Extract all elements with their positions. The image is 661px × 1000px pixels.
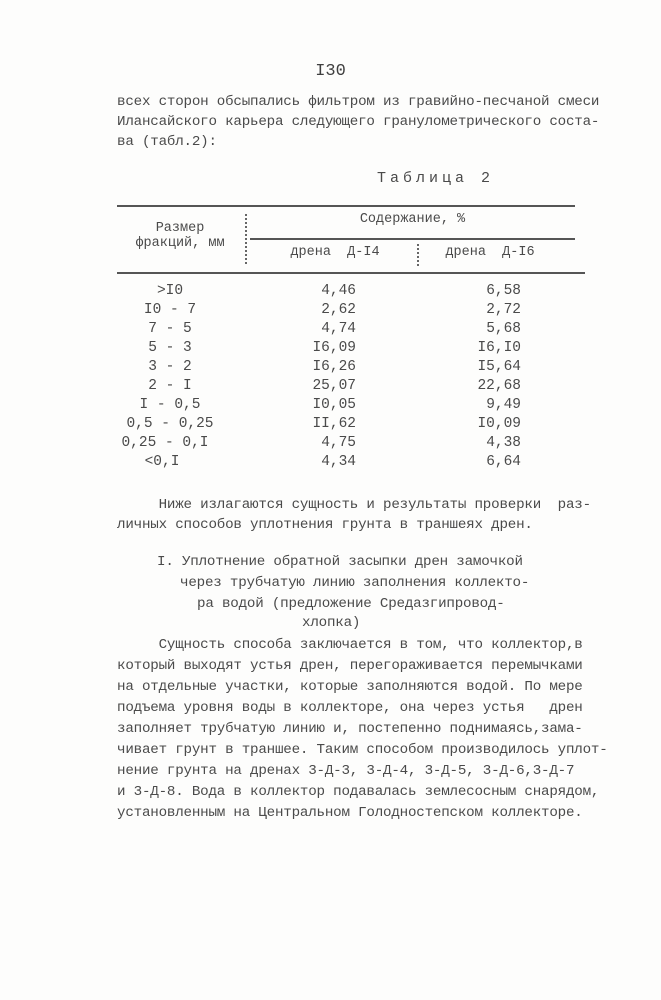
text-line: который выходят устья дрен, перегораживается перемычками xyxy=(117,658,583,674)
cell-d14: I6,09 xyxy=(312,340,356,356)
cell-size: I - 0,5 xyxy=(139,397,201,413)
column-divider xyxy=(245,214,249,264)
cell-d14: 4,34 xyxy=(321,454,356,470)
text-line: Ниже излагаются сущность и результаты проверки раз- xyxy=(117,497,591,513)
column-divider xyxy=(417,244,421,266)
cell-d14: I6,26 xyxy=(312,359,356,375)
cell-size: 5 - 3 xyxy=(148,340,192,356)
header-size-line1: Размер xyxy=(155,221,205,236)
cell-d16: I6,I0 xyxy=(477,340,521,356)
text-line: ва (табл.2): xyxy=(117,134,217,150)
heading-line: ра водой (предложение Средазгипровод- xyxy=(197,596,505,612)
table-bottom-rule xyxy=(117,272,585,274)
text-line: на отдельные участки, которые заполняются водой. По мере xyxy=(117,679,583,695)
cell-size: 0,5 - 0,25 xyxy=(126,416,214,432)
text-line: всех сторон обсыпались фильтром из гравийно-песчаной смеси xyxy=(117,94,600,110)
cell-d14: 4,74 xyxy=(321,321,356,337)
cell-d16: 6,64 xyxy=(486,454,521,470)
header-drain-d14: дрена Д-I4 xyxy=(290,245,380,260)
cell-d16: I0,09 xyxy=(477,416,521,432)
cell-size: 2 - I xyxy=(148,378,192,394)
cell-d16: 22,68 xyxy=(477,378,521,394)
cell-d14: II,62 xyxy=(312,416,356,432)
text-line: заполняет трубчатую линию и, постепенно поднимаясь,зама- xyxy=(117,721,583,737)
text-line: личных способов уплотнения грунта в траншеях дрен. xyxy=(117,517,533,533)
cell-d14: 2,62 xyxy=(321,302,356,318)
cell-size: <0,I xyxy=(144,454,180,470)
cell-d16: 2,72 xyxy=(486,302,521,318)
heading-line: I. Уплотнение обратной засыпки дрен замочкой xyxy=(157,554,523,570)
cell-size: >I0 xyxy=(156,283,184,299)
cell-size: 0,25 - 0,I xyxy=(121,435,209,451)
text-line: нение грунта на дренах 3-Д-3, 3-Д-4, 3-Д-5, 3-Д-6,3-Д-7 xyxy=(117,763,575,779)
cell-d14: 4,75 xyxy=(321,435,356,451)
cell-d16: I5,64 xyxy=(477,359,521,375)
text-line: Сущность способа заключается в том, что коллектор,в xyxy=(117,637,583,653)
header-drain-d16: дрена Д-I6 xyxy=(445,245,535,260)
cell-d16: 5,68 xyxy=(486,321,521,337)
header-size-line2: фракций, мм xyxy=(135,236,225,251)
text-line: и 3-Д-8. Вода в коллектор подавалась землесосным снарядом, xyxy=(117,784,600,800)
text-line: Илансайского карьера следующего гранулометрического соста- xyxy=(117,114,600,130)
table-title: Таблица 2 xyxy=(377,170,495,187)
table-mid-rule xyxy=(250,238,575,240)
cell-d16: 9,49 xyxy=(486,397,521,413)
cell-d14: 4,46 xyxy=(321,283,356,299)
heading-line: через трубчатую линию заполнения коллекто- xyxy=(180,575,530,591)
text-line: установленным на Центральном Голодностепском коллекторе. xyxy=(117,805,583,821)
cell-size: 3 - 2 xyxy=(148,359,192,375)
table-top-rule xyxy=(117,205,575,207)
cell-d16: 6,58 xyxy=(486,283,521,299)
text-line: подъема уровня воды в коллекторе, она через устья дрен xyxy=(117,700,583,716)
cell-d14: 25,07 xyxy=(312,378,356,394)
cell-d14: I0,05 xyxy=(312,397,356,413)
page-number: I30 xyxy=(315,62,346,81)
header-content-group: Содержание, % xyxy=(359,212,466,227)
cell-size: I0 - 7 xyxy=(143,302,197,318)
cell-size: 7 - 5 xyxy=(148,321,192,337)
text-line: чивает грунт в траншее. Таким способом производилось уплот- xyxy=(117,742,608,758)
cell-d16: 4,38 xyxy=(486,435,521,451)
heading-line: хлопка) xyxy=(302,615,361,631)
